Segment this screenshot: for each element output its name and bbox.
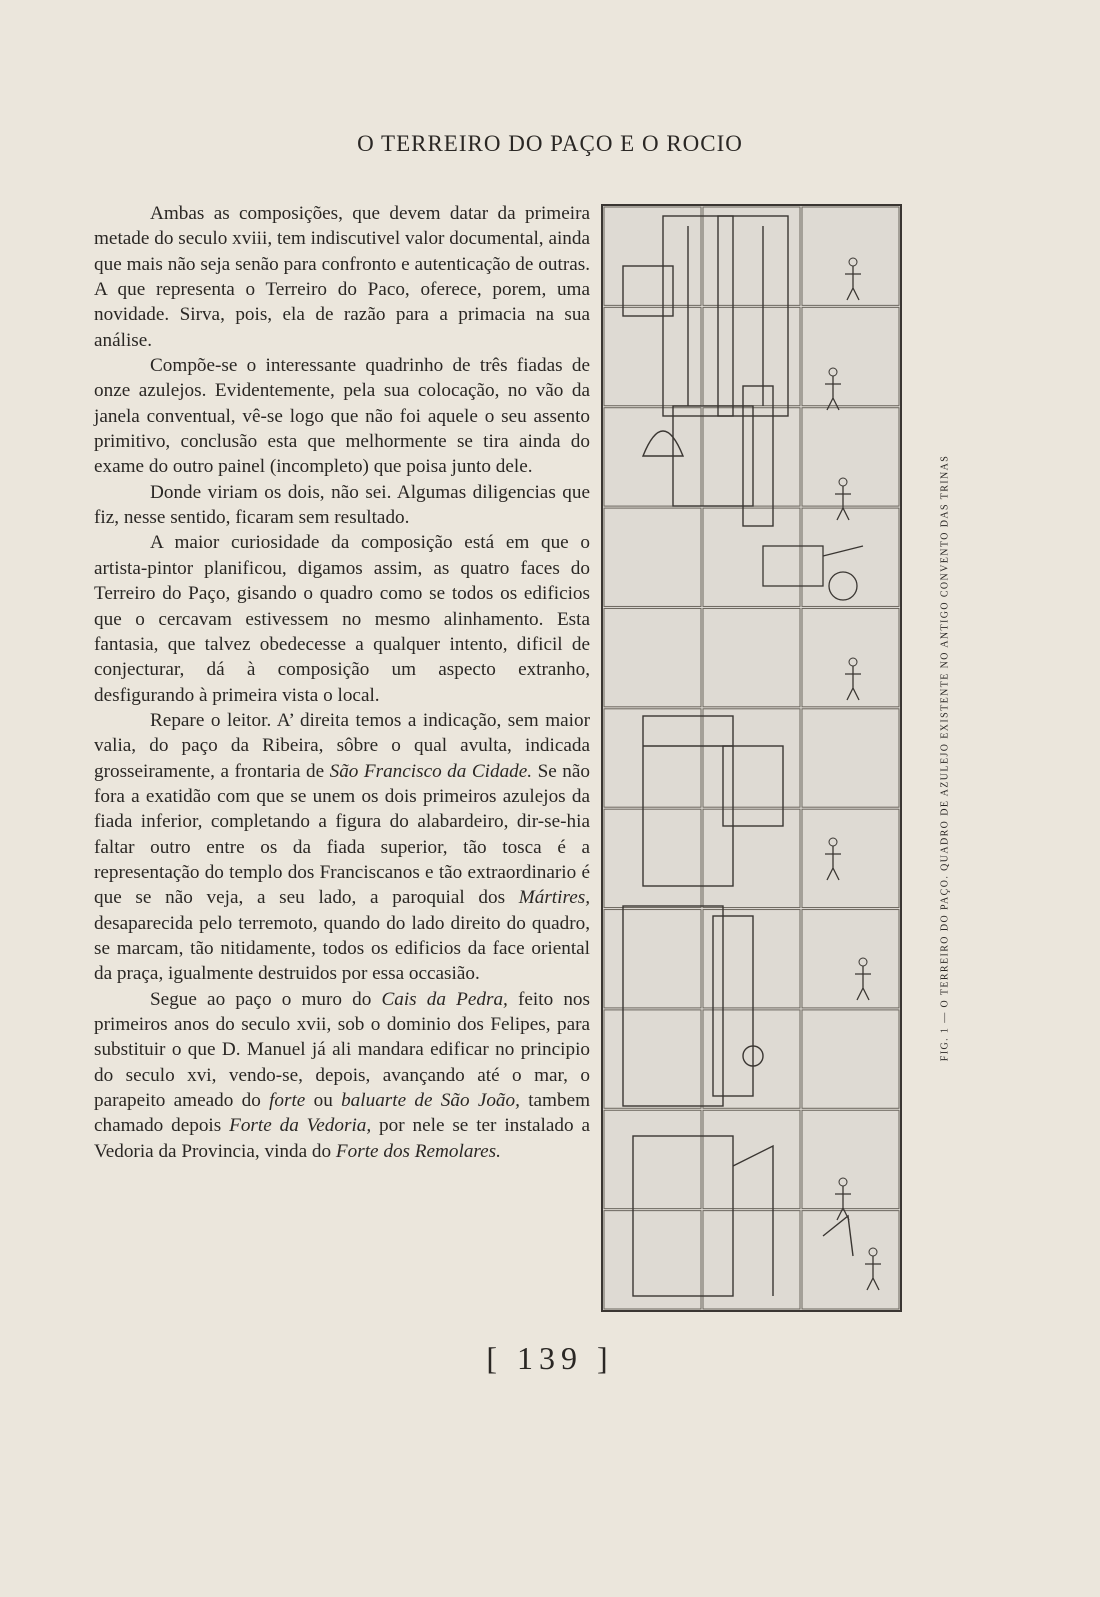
building-south-face	[633, 1136, 853, 1296]
figure-person	[825, 846, 841, 880]
figure-person	[855, 966, 871, 1000]
tile	[604, 408, 701, 506]
tile	[703, 1211, 800, 1309]
tile	[703, 910, 800, 1008]
tile	[802, 1010, 899, 1108]
paragraph-6	[94, 987, 590, 1164]
tile	[802, 207, 899, 305]
p5-text-c: desaparecida pelo terremoto, quando do lado direito do quadro, se marcam, tão nitidamente, todos os edificios da face oriental da praça, igualmente destruidos por essa occasião.	[94, 912, 590, 985]
figure-caption: FIG. 1 — O TERREIRO DO PAÇO. QUADRO DE AZULEJO EXISTENTE NO ANTIGO CONVENTO DAS TRINAS	[939, 454, 951, 1062]
p6-text-a: Segue ao paço o muro do	[150, 988, 382, 1010]
tile	[802, 809, 899, 907]
page-number: [ 139 ]	[486, 1340, 614, 1376]
p6-text-b: feito nos primeiros anos do seculo xvii, sob o dominio dos Felipes, para substituir o que D. Manuel já ali mandara edificar no principio do seculo xvi, vendo-se, depois, avançando até o mar, o parapeito ameado do	[94, 988, 590, 1112]
tile	[604, 1010, 701, 1108]
tile	[604, 508, 701, 606]
p6-italic-forte: forte	[269, 1090, 306, 1112]
tile	[604, 1110, 701, 1208]
figure-person-head	[849, 658, 857, 666]
tile	[604, 910, 701, 1008]
tile	[604, 709, 701, 807]
figure-person-head	[869, 1248, 877, 1256]
tile	[802, 408, 899, 506]
p6-italic-baluarte: baluarte de São João,	[341, 1090, 520, 1112]
tile	[703, 1110, 800, 1208]
tile	[703, 608, 800, 706]
paragraph-5	[94, 708, 590, 987]
tile	[703, 709, 800, 807]
figure-person	[835, 1186, 851, 1220]
tile	[802, 307, 899, 405]
p5-italic-sao-francisco: São Francisco da Cidade.	[329, 760, 533, 782]
tile	[703, 408, 800, 506]
p6-italic-cais: Cais da Pedra,	[381, 988, 508, 1010]
figure-person	[865, 1256, 881, 1290]
tile	[604, 307, 701, 405]
tile	[802, 508, 899, 606]
p6-text-e: por nele se ter instalado a Vedoria da Provincia, vinda do	[94, 1115, 590, 1162]
tile	[604, 809, 701, 907]
p6-text-d: tambem chamado depois	[94, 1090, 591, 1137]
building-central-block	[643, 716, 783, 886]
tile	[802, 910, 899, 1008]
azulejo-figure	[601, 204, 902, 1312]
figures-layer	[825, 258, 881, 1290]
azulejo-illustration	[603, 206, 900, 1310]
carriage-drawing	[763, 546, 863, 600]
figure-person-head	[839, 478, 847, 486]
paragraph-3: Donde viriam os dois, não sei. Algumas diligencias que fiz, nesse sentido, ficaram sem resultado.	[94, 481, 590, 529]
figure-person	[835, 486, 851, 520]
tile-grid	[604, 207, 899, 1309]
tile	[802, 1211, 899, 1309]
p6-italic-remolares: Forte dos Remolares.	[335, 1140, 501, 1162]
p6-italic-vedoria: Forte da Vedoria,	[229, 1115, 372, 1137]
tile	[703, 508, 800, 606]
figure-person-head	[849, 258, 857, 266]
p5-text-b: Se não fora a exatidão com que se unem os dois primeiros azulejos da fiada inferior, completando a figura do alabardeiro, dir-se-hia faltar outro entre os da fiada superior, tão tosca é a representação do templo dos Franciscanos e tão extraordinario é que se não veja, a seu lado, a paroquial dos	[94, 760, 590, 909]
body-text	[94, 201, 590, 1164]
tile	[703, 1010, 800, 1108]
figure-person-head	[829, 838, 837, 846]
running-title: O TERREIRO DO PAÇO E O ROCIO	[357, 131, 743, 156]
figure-person	[825, 376, 841, 410]
tile	[604, 1211, 701, 1309]
tile	[703, 809, 800, 907]
paragraph-2: Compõe-se o interessante quadrinho de três fiadas de onze azulejos. Evidentemente, pela sua colocação, no vão da janela conventual, vê-se logo que não foi aquele o seu assento primitivo, conclusão esta que melhormente se tira ainda do exame do outro painel (incompleto) que poisa junto dele.	[94, 355, 590, 478]
building-east-face	[623, 906, 763, 1106]
tile	[802, 709, 899, 807]
paragraph-1: Ambas as composições, que devem datar da primeira metade do seculo xviii, tem indiscutivel valor documental, ainda que mais não seja senão para confronto e autenticação de outras. A que representa o Terreiro do Paco, oferece, porem, uma novidade. Sirva, pois, ela de razão para a primacia na sua análise.	[94, 203, 590, 351]
p5-italic-martires: Mártires,	[518, 887, 590, 909]
figure-person-head	[839, 1178, 847, 1186]
figure-person-head	[859, 958, 867, 966]
p5-text-a: Repare o leitor. A’ direita temos a indicação, sem maior valia, do paço da Ribeira, sôbre o qual avulta, indicada grosseiramente, a frontaria de	[94, 709, 590, 782]
tile	[604, 608, 701, 706]
figure-person	[845, 266, 861, 300]
figure-person-head	[829, 368, 837, 376]
p6-text-c: ou	[305, 1090, 342, 1112]
tile	[604, 207, 701, 305]
figure-person	[845, 666, 861, 700]
paragraph-4: A maior curiosidade da composição está em que o artista-pintor planificou, digamos assim, as quatro faces do Terreiro do Paço, gisando o quadro como se todos os edificios que o cercavam estivessem no mesmo alinhamento. Esta fantasia, que talvez obedecesse a qualquer intento, dificil de conjecturar, dá à composição um aspecto extranho, desfigurando à primeira vista o local.	[94, 532, 590, 706]
